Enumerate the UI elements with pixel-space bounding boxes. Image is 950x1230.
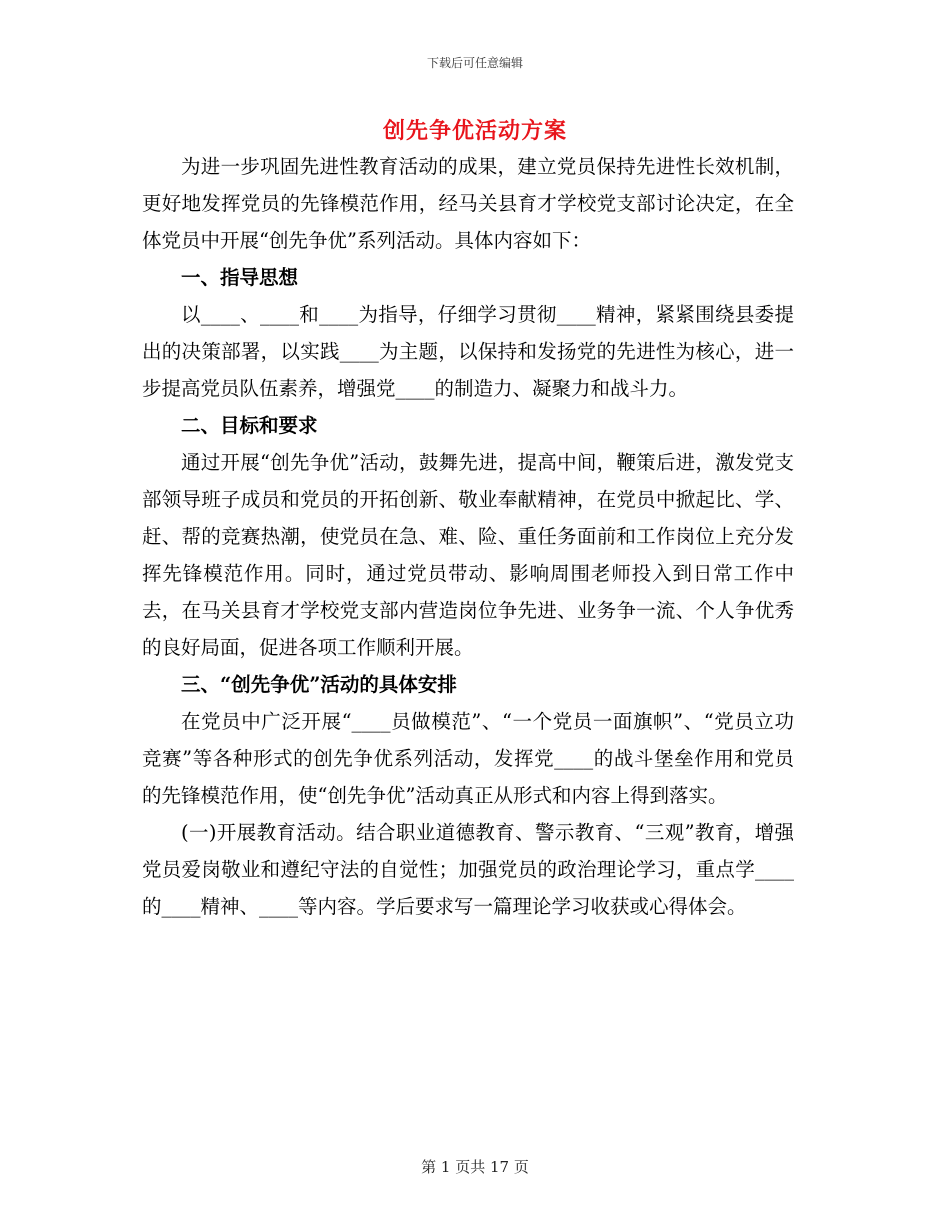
document-body: [142, 148, 794, 925]
intro-paragraph: 为进一步巩固先进性教育活动的成果，建立党员保持先进性长效机制，更好地发挥党员的先锋模范作用，经马关县育才学校党支部讨论决定，在全体党员中开展“创先争优”系列活动。具体内容如下：: [142, 155, 794, 252]
page-number: 第 1 页共 17 页: [421, 1158, 529, 1176]
section-paragraph: 通过开展“创先争优”活动，鼓舞先进，提高中间，鞭策后进，激发党支部领导班子成员和党员的开拓创新、敬业奉献精神，在党员中掀起比、学、赶、帮的竞赛热潮，使党员在急、难、险、重任务面前和工作岗位上充分发挥先锋模范作用。同时，通过党员带动、影响周围老师投入到日常工作中去，在马关县育才学校党支部内营造岗位争先进、业务争一流、个人争优秀的良好局面，促进各项工作顺利开展。: [142, 451, 794, 659]
page-header: 下载后可任意编辑: [426, 56, 523, 70]
section-heading: 一、指导思想: [181, 266, 299, 289]
section-heading: 二、目标和要求: [181, 414, 318, 437]
document-title: 创先争优活动方案: [382, 118, 567, 144]
subsection-paragraph: (一)开展教育活动。结合职业道德教育、警示教育、“三观”教育，增强党员爱岗敬业和遵纪守法的自觉性；加强党员的政治理论学习，重点学____的____精神、____等内容。学后要求写一篇理论学习收获或心得体会。: [142, 821, 794, 918]
section-heading: 三、“创先争优”活动的具体安排: [181, 673, 457, 696]
section-paragraph: 以____、____和____为指导，仔细学习贯彻____精神，紧紧围绕县委提出的决策部署，以实践____为主题，以保持和发扬党的先进性为核心，进一步提高党员队伍素养，增强党____的制造力、凝聚力和战斗力。: [142, 303, 794, 400]
section-paragraph: 在党员中广泛开展“____员做模范”、“一个党员一面旗帜”、“党员立功竞赛”等各种形式的创先争优系列活动，发挥党____的战斗堡垒作用和党员的先锋模范作用，使“创先争优”活动真正从形式和内容上得到落实。: [142, 710, 794, 807]
